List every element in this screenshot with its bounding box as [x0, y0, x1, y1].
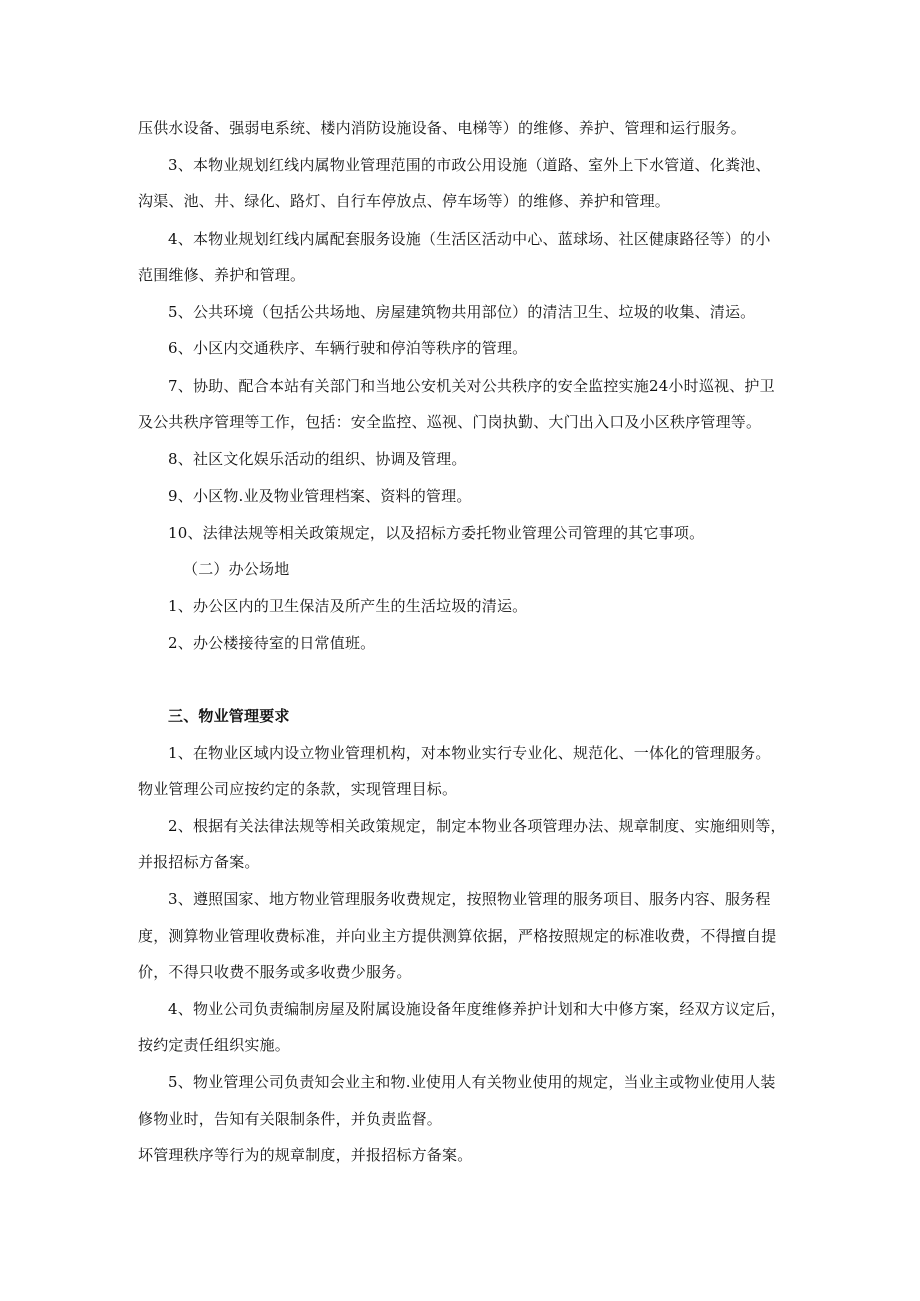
paragraph-line: 按约定责任组织实施。 [138, 1036, 291, 1054]
paragraph-line: 修物业时，告知有关限制条件，并负责监督。 [138, 1110, 443, 1128]
paragraph-line: 6、小区内交通秩序、车辆行驶和停泊等秩序的管理。 [168, 339, 528, 357]
paragraph-line: 压供水设备、强弱电系统、楼内消防设施设备、电梯等）的维修、养护、管理和运行服务。 [138, 119, 747, 137]
paragraph-line: 4、物业公司负责编制房屋及附属设施设备年度维修养护计划和大中修方案，经双方议定后， [168, 1000, 786, 1018]
paragraph-line: 8、社区文化娱乐活动的组织、协调及管理。 [168, 450, 467, 468]
paragraph-line: 5、公共环境（包括公共场地、房屋建筑物共用部位）的清洁卫生、垃圾的收集、清运。 [168, 303, 756, 321]
paragraph-line: 4、本物业规划红线内属配套服务设施（生活区活动中心、蓝球场、社区健康路径等）的小 [168, 230, 771, 248]
section-heading: 三、物业管理要求 [168, 707, 290, 725]
paragraph-line: 坏管理秩序等行为的规章制度，并报招标方备案。 [138, 1146, 473, 1164]
paragraph-line: 9、小区物.业及物业管理档案、资料的管理。 [168, 487, 472, 505]
paragraph-line: 2、根据有关法律法规等相关政策规定，制定本物业各项管理办法、规章制度、实施细则等， [168, 817, 786, 835]
paragraph-line: 沟渠、池、井、绿化、路灯、自行车停放点、停车场等）的维修、养护和管理。 [138, 192, 671, 210]
paragraph-line: 价，不得只收费不服务或多收费少服务。 [138, 963, 412, 981]
paragraph-line: 10、法律法规等相关政策规定，以及招标方委托物业管理公司管理的其它事项。 [168, 524, 705, 542]
paragraph-line: 范围维修、养护和管理。 [138, 266, 306, 284]
paragraph-line: 并报招标方备案。 [138, 853, 260, 871]
paragraph-line: 1、办公区内的卫生保洁及所产生的生活垃圾的清运。 [168, 597, 528, 615]
paragraph-line: 3、本物业规划红线内属物业管理范围的市政公用设施（道路、室外上下水管道、化粪池、 [168, 156, 771, 174]
section-subheading: （二）办公场地 [183, 560, 290, 578]
paragraph-line: 5、物业管理公司负责知会业主和物.业使用人有关物业使用的规定，当业主或物业使用人装 [168, 1073, 776, 1091]
paragraph-line: 3、遵照国家、地方物业管理服务收费规定，按照物业管理的服务项目、服务内容、服务程 [168, 890, 771, 908]
paragraph-line: 及公共秩序管理等工作，包括：安全监控、巡视、门岗执勤、大门出入口及小区秩序管理等。 [138, 413, 762, 431]
paragraph-line: 物业管理公司应按约定的条款，实现管理目标。 [138, 780, 458, 798]
paragraph-line: 度，测算物业管理收费标准，并向业主方提供测算依据，严格按照规定的标准收费，不得擅自提 [138, 927, 777, 945]
paragraph-line: 7、协助、配合本站有关部门和当地公安机关对公共秩序的安全监控实施24小时巡视、护卫 [168, 377, 775, 395]
paragraph-line: 2、办公楼接待室的日常值班。 [168, 634, 376, 652]
paragraph-line: 1、在物业区域内设立物业管理机构，对本物业实行专业化、规范化、一体化的管理服务。 [168, 744, 771, 762]
